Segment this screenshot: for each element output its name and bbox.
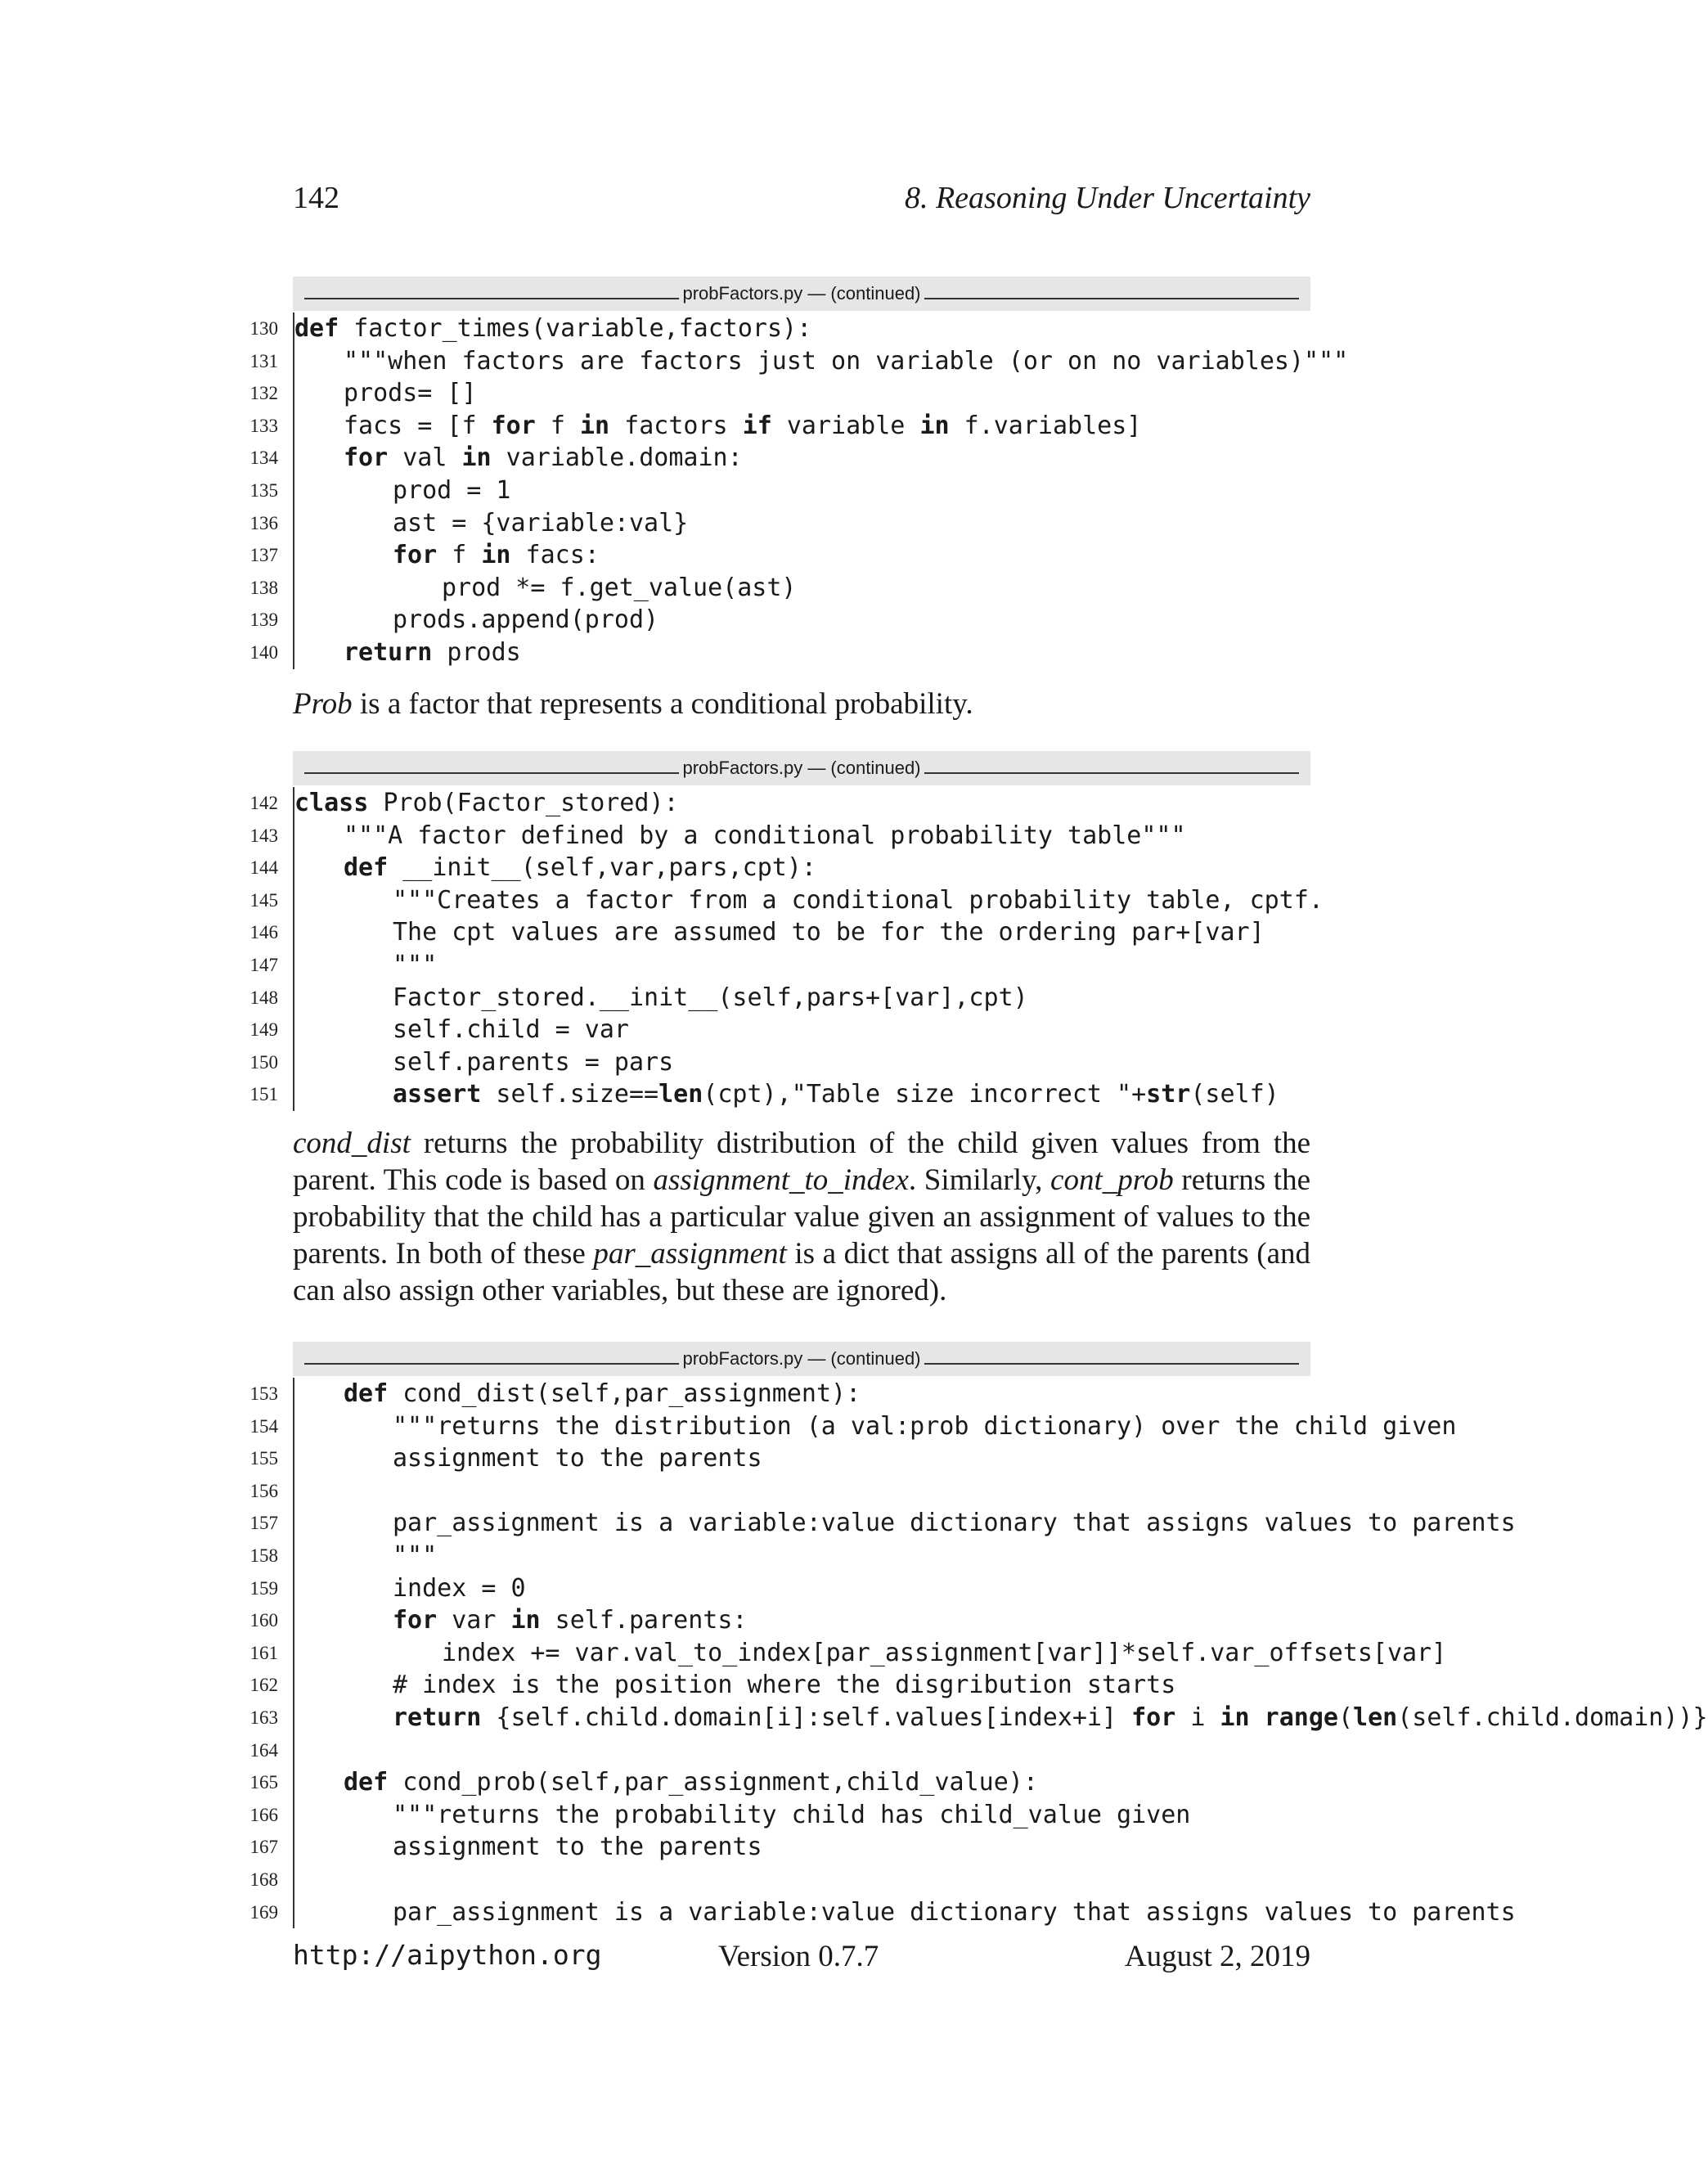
code-text xyxy=(294,638,521,667)
code-text xyxy=(294,1048,673,1077)
code-line xyxy=(249,410,1310,443)
page-number: 142 xyxy=(293,181,339,215)
prose-text: returns the probability distribution of the child given values from the parent. This code is based on xyxy=(293,1127,1310,1197)
code-token: facs = [f xyxy=(344,411,492,440)
code-line xyxy=(249,1475,1310,1508)
prose-identifier: par_assignment xyxy=(593,1237,787,1271)
code-token: variable.domain: xyxy=(491,443,743,473)
code-text xyxy=(294,412,1141,440)
code-line xyxy=(249,1572,1310,1605)
line-number: 148 xyxy=(249,987,278,1008)
code-text xyxy=(294,1833,762,1861)
code-line xyxy=(249,916,1310,949)
code-token: # index is the position where the disgribution starts xyxy=(393,1671,1176,1700)
line-number: 139 xyxy=(249,609,278,631)
line-number: 160 xyxy=(249,1610,278,1631)
code-token: Factor_stored.__init__(self,pars+[var],cpt) xyxy=(393,983,1028,1012)
code-token: facs: xyxy=(510,541,600,570)
line-number: 138 xyxy=(249,577,278,598)
code-listing-3 xyxy=(249,1342,1708,1928)
code-keyword: for xyxy=(491,411,536,440)
code-text xyxy=(294,573,796,602)
code-text xyxy=(294,347,1348,376)
code-line xyxy=(249,313,1310,345)
code-token: (self) xyxy=(1190,1080,1279,1109)
code-token: self.parents: xyxy=(540,1606,748,1635)
line-number: 140 xyxy=(249,641,278,663)
code-text xyxy=(294,314,811,343)
code-keyword: def xyxy=(344,853,389,883)
code-line xyxy=(249,1896,1516,1929)
code-line xyxy=(249,852,1310,884)
prose-text: . Similarly, xyxy=(908,1163,1051,1197)
code-text xyxy=(294,443,743,472)
line-number: 149 xyxy=(249,1019,278,1041)
code-token: assignment to the parents xyxy=(393,1444,762,1473)
prose-paragraph-1 xyxy=(293,686,1310,722)
code-token: factor_times(variable,factors): xyxy=(339,314,812,343)
code-line xyxy=(249,982,1310,1014)
line-number: 155 xyxy=(249,1448,278,1469)
code-line xyxy=(249,1442,1310,1475)
code-line xyxy=(249,1604,1310,1637)
code-line xyxy=(249,1637,1447,1670)
code-line xyxy=(249,636,1310,669)
line-number: 143 xyxy=(249,825,278,846)
code-line xyxy=(249,1046,1310,1079)
line-number: 153 xyxy=(249,1383,278,1404)
code-token: assignment to the parents xyxy=(393,1833,762,1862)
code-line xyxy=(249,1864,1310,1896)
code-text xyxy=(294,541,600,569)
code-line xyxy=(249,1766,1310,1799)
line-number: 165 xyxy=(249,1772,278,1793)
code-text xyxy=(294,1898,1516,1927)
code-token: (cpt),"Table size incorrect "+ xyxy=(703,1080,1147,1109)
code-keyword: in xyxy=(580,411,610,440)
line-number: 158 xyxy=(249,1545,278,1566)
code-text xyxy=(294,509,688,538)
code-keyword: in xyxy=(461,443,492,473)
code-token: par_assignment is a variable:value dictionary that assigns values to parents xyxy=(393,1897,1516,1927)
code-token: """returns the probability child has child_value given xyxy=(393,1800,1191,1829)
code-text xyxy=(294,1768,1038,1797)
code-line xyxy=(249,604,1310,636)
code-keyword: in xyxy=(1220,1702,1250,1732)
code-token: {self.child.domain[i]:self.values[index+i] xyxy=(481,1702,1132,1732)
footer-date: August 2, 2019 xyxy=(1124,1940,1310,1973)
line-number: 167 xyxy=(249,1837,278,1858)
code-text xyxy=(294,1412,1456,1441)
code-keyword: len xyxy=(658,1080,703,1109)
line-number: 133 xyxy=(249,415,278,436)
code-token: cond_dist(self,par_assignment): xyxy=(388,1379,861,1408)
code-keyword: for xyxy=(1131,1702,1176,1732)
code-text xyxy=(294,1606,748,1635)
code-text xyxy=(294,605,658,634)
code-keyword: for xyxy=(393,1606,438,1635)
footer-url[interactable]: http://aipython.org xyxy=(293,1939,602,1971)
code-keyword: def xyxy=(294,314,339,343)
banner-rule-right xyxy=(924,1363,1299,1365)
code-text xyxy=(294,789,679,817)
code-token: """A factor defined by a conditional probability table""" xyxy=(344,821,1186,850)
code-token: index += var.val_to_index[par_assignment[var]]*self.var_offsets[var] xyxy=(442,1638,1447,1667)
code-line xyxy=(249,377,1310,410)
line-number: 162 xyxy=(249,1675,278,1696)
code-token: """returns the distribution (a val:prob dictionary) over the child given xyxy=(393,1411,1457,1441)
code-token: i xyxy=(1175,1702,1220,1732)
banner-rule-right xyxy=(924,772,1299,774)
code-token: prods= [] xyxy=(344,379,477,408)
listing-banner xyxy=(293,1342,1310,1376)
line-number: 135 xyxy=(249,479,278,501)
code-token: self.parents = pars xyxy=(393,1047,674,1077)
line-number: 131 xyxy=(249,350,278,371)
line-number: 163 xyxy=(249,1707,278,1728)
code-keyword: def xyxy=(344,1768,389,1797)
code-token: """Creates a factor from a conditional probability table, cptf. xyxy=(393,885,1324,915)
banner-rule-left xyxy=(304,772,679,774)
line-number: 147 xyxy=(249,954,278,975)
banner-rule-left xyxy=(304,298,679,299)
code-keyword: in xyxy=(481,541,511,570)
code-token: ast = {variable:val} xyxy=(393,508,689,538)
code-line xyxy=(249,820,1310,852)
line-number: 137 xyxy=(249,545,278,566)
code-line xyxy=(249,1410,1457,1443)
code-line xyxy=(249,1799,1310,1832)
code-line xyxy=(249,1507,1516,1540)
code-token xyxy=(1250,1703,1265,1732)
code-keyword: str xyxy=(1146,1080,1191,1109)
code-block xyxy=(249,1378,1708,1928)
code-line xyxy=(249,1078,1310,1111)
code-line xyxy=(249,1014,1310,1046)
code-token: val xyxy=(388,443,462,473)
code-token: factors xyxy=(609,411,743,440)
code-text xyxy=(294,886,1324,915)
code-token: (self.child.domain))} xyxy=(1397,1702,1708,1732)
line-number: 134 xyxy=(249,448,278,469)
code-line xyxy=(249,884,1324,917)
prose-text: is a dict that assigns all of the parents (and can also assign other variables, but these are ignored). xyxy=(293,1237,1310,1307)
prose-identifier: cont_prob xyxy=(1050,1163,1174,1197)
code-token: """ xyxy=(393,1541,438,1570)
code-block xyxy=(249,787,1324,1111)
code-token: prods xyxy=(432,637,521,667)
code-text xyxy=(294,853,816,882)
code-line xyxy=(249,572,1310,605)
prose-identifier: Prob xyxy=(293,687,353,721)
prose-text: is a factor that represents a conditional probability. xyxy=(352,687,973,721)
code-text xyxy=(294,1444,762,1473)
code-token: prod *= f.get_value(ast) xyxy=(442,573,797,602)
code-token: par_assignment is a variable:value dictionary that assigns values to parents xyxy=(393,1509,1516,1538)
code-keyword: if xyxy=(742,411,772,440)
code-text xyxy=(294,1639,1446,1667)
code-keyword: class xyxy=(294,789,369,817)
code-text xyxy=(294,1509,1516,1537)
code-line xyxy=(249,539,1310,572)
code-line xyxy=(249,1540,1310,1572)
code-text xyxy=(294,476,511,505)
prose-paragraph-2 xyxy=(293,1125,1310,1309)
code-listing-1 xyxy=(249,277,1349,669)
code-listing-2 xyxy=(249,751,1324,1111)
line-number: 132 xyxy=(249,383,278,404)
code-token: Prob(Factor_stored): xyxy=(368,789,679,817)
line-number: 142 xyxy=(249,793,278,813)
code-keyword: def xyxy=(344,1379,389,1408)
code-text xyxy=(294,1801,1190,1829)
line-number: 130 xyxy=(249,318,278,339)
code-token: """when factors are factors just on variable (or on no variables)""" xyxy=(344,346,1349,376)
line-number: 164 xyxy=(249,1739,278,1761)
code-line xyxy=(249,475,1310,507)
code-token: f xyxy=(535,411,580,440)
code-token: f.variables] xyxy=(949,411,1142,440)
code-keyword: len xyxy=(1353,1702,1398,1732)
code-token: f xyxy=(437,541,482,570)
code-line xyxy=(249,1831,1310,1864)
line-number: 145 xyxy=(249,889,278,911)
listing-banner xyxy=(293,751,1310,785)
code-token: self.child = var xyxy=(393,1015,629,1045)
banner-rule-left xyxy=(304,1363,679,1365)
code-token: var xyxy=(437,1606,511,1635)
footer-version: Version 0.7.7 xyxy=(718,1940,879,1973)
line-number: 136 xyxy=(249,512,278,533)
code-token: prod = 1 xyxy=(393,475,511,505)
code-line xyxy=(249,1669,1310,1702)
code-line xyxy=(249,442,1310,475)
code-text xyxy=(294,1574,526,1603)
listing-filename: probFactors.py — (continued) xyxy=(682,1348,921,1369)
line-number: 161 xyxy=(249,1642,278,1663)
code-text xyxy=(294,1541,437,1570)
code-line xyxy=(249,949,1310,982)
code-text xyxy=(294,1379,861,1408)
line-number: 156 xyxy=(249,1480,278,1501)
code-keyword: for xyxy=(393,541,438,570)
code-keyword: range xyxy=(1264,1702,1338,1732)
line-number: 159 xyxy=(249,1577,278,1599)
code-line xyxy=(249,507,1310,540)
line-number: 168 xyxy=(249,1869,278,1890)
chapter-title: 8. Reasoning Under Uncertainty xyxy=(904,181,1310,215)
code-keyword: in xyxy=(919,411,950,440)
code-keyword: return xyxy=(344,637,433,667)
prose-identifier: cond_dist xyxy=(293,1127,411,1160)
code-token: index = 0 xyxy=(393,1573,526,1603)
code-text xyxy=(294,821,1186,850)
code-line xyxy=(249,787,1310,820)
code-token: cond_prob(self,par_assignment,child_value): xyxy=(388,1768,1038,1797)
code-keyword: for xyxy=(344,443,389,473)
prose-identifier: assignment_to_index xyxy=(653,1163,909,1197)
code-line xyxy=(249,1734,1310,1767)
listing-filename: probFactors.py — (continued) xyxy=(682,758,921,778)
line-number: 151 xyxy=(249,1084,278,1105)
code-keyword: in xyxy=(510,1606,541,1635)
line-number: 166 xyxy=(249,1804,278,1825)
code-text xyxy=(294,951,437,979)
code-token: """ xyxy=(393,950,438,979)
code-token: __init__(self,var,pars,cpt): xyxy=(388,853,816,883)
line-number: 157 xyxy=(249,1513,278,1534)
code-line xyxy=(249,345,1349,378)
line-number: 146 xyxy=(249,922,278,943)
code-keyword: return xyxy=(393,1702,482,1732)
listing-filename: probFactors.py — (continued) xyxy=(682,283,921,304)
code-text xyxy=(294,379,477,407)
code-token: prods.append(prod) xyxy=(393,605,659,635)
code-text xyxy=(294,918,1265,947)
line-number: 154 xyxy=(249,1415,278,1437)
code-token: self.size== xyxy=(481,1080,659,1109)
code-line xyxy=(249,1702,1708,1734)
code-keyword: assert xyxy=(393,1080,482,1109)
code-text xyxy=(294,1703,1708,1732)
listing-banner xyxy=(293,277,1310,311)
code-token: ( xyxy=(1337,1702,1354,1732)
code-text xyxy=(294,1015,629,1044)
line-number: 144 xyxy=(249,857,278,879)
code-token: variable xyxy=(771,411,920,440)
line-number: 169 xyxy=(249,1901,278,1923)
code-text xyxy=(294,983,1028,1012)
code-block xyxy=(249,313,1349,669)
banner-rule-right xyxy=(924,298,1299,299)
code-text xyxy=(294,1671,1175,1699)
line-number: 150 xyxy=(249,1051,278,1073)
code-line xyxy=(249,1378,1310,1410)
prose-text: returns the probability that the child has a particular value given an assignment of values to the parents. In both of these xyxy=(293,1163,1310,1271)
page-footer xyxy=(293,1939,1310,1980)
code-token: The cpt values are assumed to be for the ordering par+[var] xyxy=(393,918,1265,947)
code-text xyxy=(294,1080,1279,1109)
